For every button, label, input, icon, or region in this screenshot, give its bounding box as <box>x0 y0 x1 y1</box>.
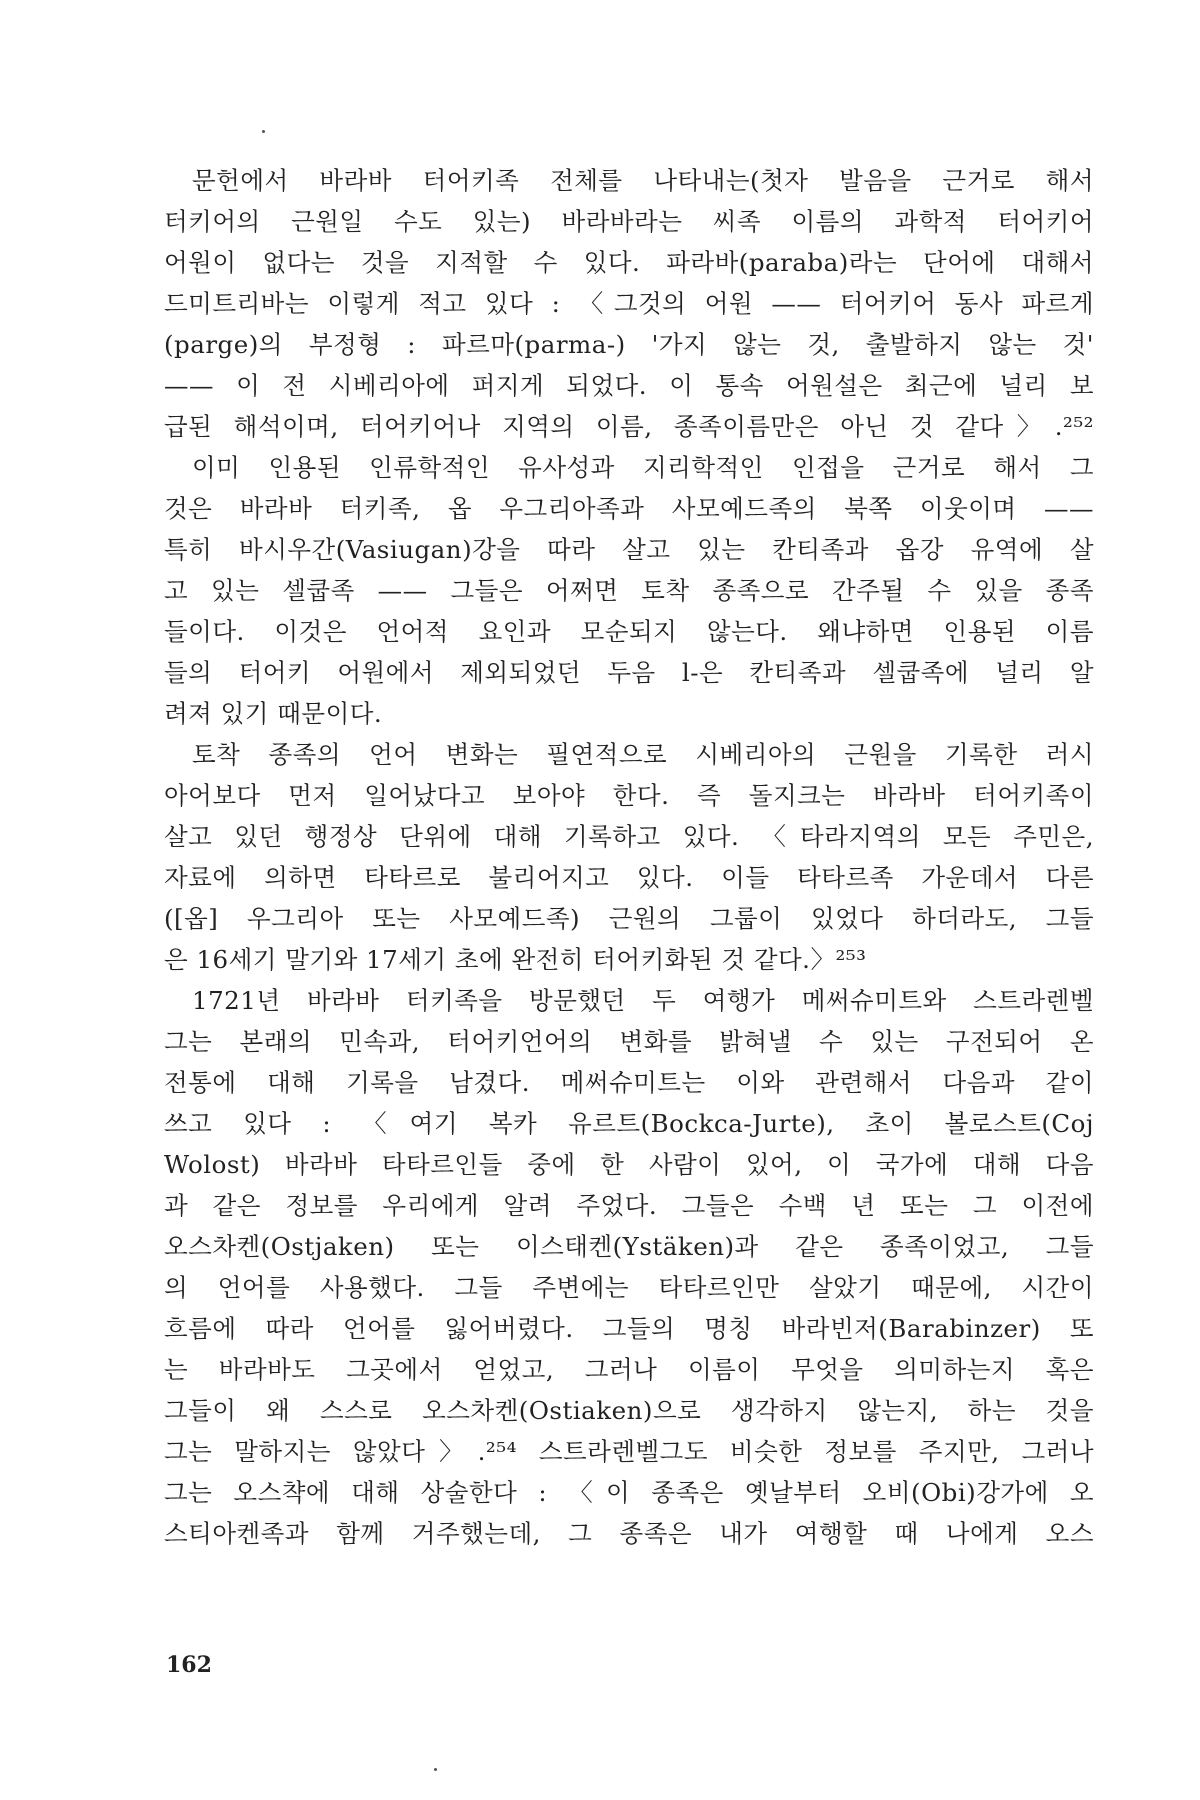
text-line: 오스차켄(Ostjaken) 또는 이스태켄(Ystäken)과 같은 종족이었고, 그들 <box>164 1232 1094 1261</box>
text-line: 고 있는 셀쿱족 —— 그들은 어쩌면 토착 종족으로 간주될 수 있을 종족 <box>164 576 1094 605</box>
text-line: 흐름에 따라 언어를 잃어버렸다. 그들의 명칭 바라빈저(Barabinzer) 또 <box>164 1314 1094 1343</box>
text-line: 려져 있기 때문이다. <box>164 699 383 728</box>
text-line: ([옵] 우그리아 또는 사모예드족) 근원의 그룹이 있었다 하더라도, 그들 <box>164 904 1094 933</box>
text-line: 과 같은 정보를 우리에게 알려 주었다. 그들은 수백 년 또는 그 이전에 <box>164 1191 1094 1220</box>
scan-speck <box>262 130 265 133</box>
text-line: 특히 바시우간(Vasiugan)강을 따라 살고 있는 칸티족과 옵강 유역에 살 <box>164 535 1094 564</box>
text-line: 1721년 바라바 터키족을 방문했던 두 여행가 메써슈미트와 스트라렌벨 <box>192 986 1094 1015</box>
text-line: 아어보다 먼저 일어났다고 보아야 한다. 즉 돌지크는 바라바 터어키족이 <box>164 781 1094 810</box>
text-line: 토착 종족의 언어 변화는 필연적으로 시베리아의 근원을 기록한 러시 <box>192 740 1094 769</box>
text-line: 살고 있던 행정상 단위에 대해 기록하고 있다. 〈타라지역의 모든 주민은, <box>164 822 1094 851</box>
text-line: 스티아켄족과 함께 거주했는데, 그 종족은 내가 여행할 때 나에게 오스 <box>164 1519 1094 1548</box>
text-line: 어원이 없다는 것을 지적할 수 있다. 파라바(paraba)라는 단어에 대해서 <box>164 248 1094 277</box>
text-line: 그는 말하지는 않았다〉.²⁵⁴ 스트라렌벨그도 비슷한 정보를 주지만, 그러나 <box>164 1437 1094 1466</box>
text-line: 들이다. 이것은 언어적 요인과 모순되지 않는다. 왜냐하면 인용된 이름 <box>164 617 1094 646</box>
body-text <box>164 160 1094 1554</box>
text-line: 급된 해석이며, 터어키어나 지역의 이름, 종족이름만은 아닌 것 같다〉.²⁵² <box>164 412 1094 441</box>
text-line: 쓰고 있다 : 〈여기 복카 유르트(Bockca-Jurte), 초이 볼로스트(Coj <box>164 1109 1094 1138</box>
text-line: (parge)의 부정형 : 파르마(parma-) '가지 않는 것, 출발하지 않는 것' <box>164 330 1094 359</box>
text-line: 터키어의 근원일 수도 있는) 바라바라는 씨족 이름의 과학적 터어키어 <box>164 207 1094 236</box>
text-line: 이미 인용된 인류학적인 유사성과 지리학적인 인접을 근거로 해서 그 <box>192 453 1094 482</box>
text-line: Wolost) 바라바 타타르인들 중에 한 사람이 있어, 이 국가에 대해 다음 <box>164 1150 1094 1179</box>
text-line: 그들이 왜 스스로 오스차켄(Ostiaken)으로 생각하지 않는지, 하는 것을 <box>164 1396 1094 1425</box>
text-line: 들의 터어키 어원에서 제외되었던 두음 l-은 칸티족과 셀쿱족에 널리 알 <box>164 658 1094 687</box>
text-line: 는 바라바도 그곳에서 얻었고, 그러나 이름이 무엇을 의미하는지 혹은 <box>164 1355 1094 1384</box>
text-line: 전통에 대해 기록을 남겼다. 메써슈미트는 이와 관련해서 다음과 같이 <box>164 1068 1094 1097</box>
text-line: 그는 오스챡에 대해 상술한다 : 〈이 종족은 옛날부터 오비(Obi)강가에 오 <box>164 1478 1094 1507</box>
text-line: 자료에 의하면 타타르로 불리어지고 있다. 이들 타타르족 가운데서 다른 <box>164 863 1094 892</box>
scan-speck <box>434 1768 437 1771</box>
text-line: 은 16세기 말기와 17세기 초에 완전히 터어키화된 것 같다.〉²⁵³ <box>164 945 867 974</box>
text-line: 그는 본래의 민속과, 터어키언어의 변화를 밝혀낼 수 있는 구전되어 온 <box>164 1027 1094 1056</box>
text-line: —— 이 전 시베리아에 퍼지게 되었다. 이 통속 어원설은 최근에 널리 보 <box>164 371 1094 400</box>
text-line: 의 언어를 사용했다. 그들 주변에는 타타르인만 살았기 때문에, 시간이 <box>164 1273 1094 1302</box>
text-line: 드미트리바는 이렇게 적고 있다 : 〈그것의 어원 —— 터어키어 동사 파르게 <box>164 289 1094 318</box>
page-number: 162 <box>166 1652 212 1678</box>
text-line: 것은 바라바 터키족, 옵 우그리아족과 사모예드족의 북쪽 이웃이며 —— <box>164 494 1094 523</box>
text-line: 문헌에서 바라바 터어키족 전체를 나타내는(첫자 발음을 근거로 해서 <box>192 166 1094 195</box>
